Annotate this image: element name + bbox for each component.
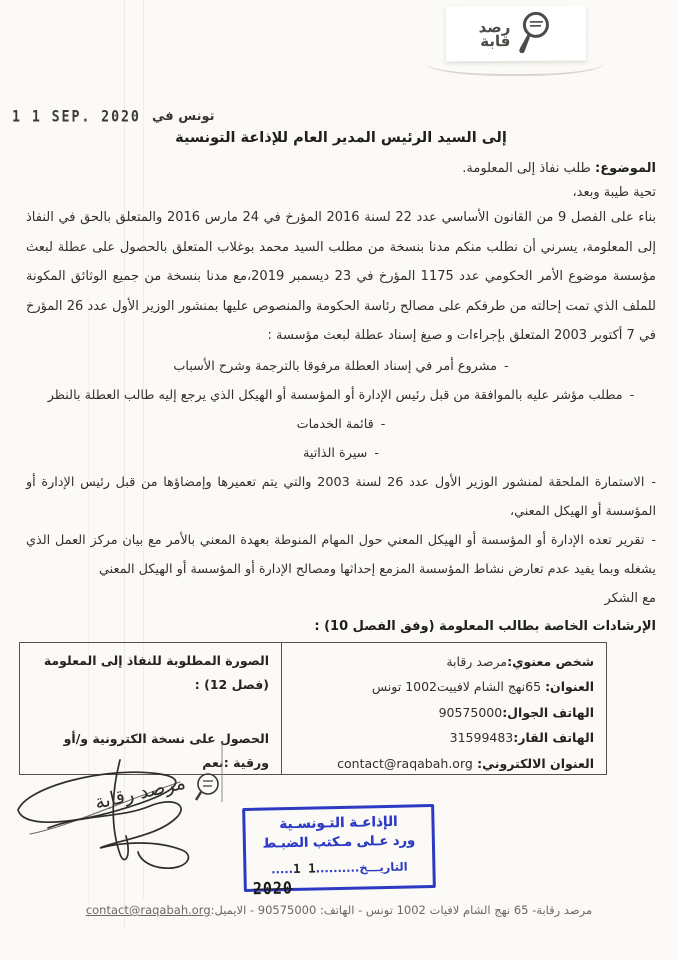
- list-item: -تقرير تعده الإدارة أو المؤسسة أو الهيكل المعني حول المهام المنوطة بعهدة المعني بالأمر مع بيان مركز العمل الذي يشغله وبما يفيد عدم تعارض نشاط المؤسسة المزمع إحداثها ومصالح الإدارة أو المؤسسة أو الهيكل المعني: [26, 532, 656, 577]
- stamp-year-overprint: 2020: [252, 878, 294, 899]
- table-row: الهاتف الجوال:90575000: [438, 704, 594, 720]
- request-list: [26, 352, 656, 584]
- bullet-dash: -: [380, 416, 386, 432]
- list-item: -مطلب مؤشر عليه بالموافقة من قبل رئيس الإدارة أو المؤسسة أو الهيكل الذي يرجع إليه طالب العطلة بالنظر: [47, 387, 635, 403]
- letter-content: [26, 130, 656, 775]
- raqabah-logo-card: [446, 6, 586, 62]
- applicant-cell: [281, 643, 606, 774]
- list-item: -مشروع أمر في إسناد العطلة مرفوقا بالترجمة وشرح الأسباب: [173, 358, 509, 374]
- bullet-dash: -: [504, 358, 509, 374]
- list-item: -الاستمارة الملحقة لمنشور الوزير الأول عدد 26 لسنة 2003 والتي يتم تعميرها وإمضاؤها من قبل رئيس الإدارة أو المؤسسة أو الهيكل المعني،: [26, 474, 656, 519]
- table-row-email: العنوان الالكتروني: contact@raqabah.org: [337, 755, 594, 771]
- footer-line: مرصد رقابة- 65 نهج الشام لافيات 1002 تونس - الهاتف: 90575000 - الايميل:contact@raqabah.org: [85, 903, 593, 917]
- subject-text: طلب نفاذ إلى المعلومة.: [462, 161, 595, 176]
- list-item: -قائمة الخدمات: [296, 416, 386, 432]
- signature-mini-stamp-icon: [196, 774, 218, 800]
- guidelines-heading: الإرشادات الخاصة بطالب المعلومة (وفق الفصل 10) :: [314, 618, 656, 634]
- footer-email-link[interactable]: contact@raqabah.org: [85, 903, 211, 917]
- date-stamp: 1 1 SEP. 2020: [12, 108, 141, 126]
- greeting-text: تحية طيبة وبعد،: [572, 185, 656, 200]
- stamp-line-1: الإذاعـة التـونسـية: [279, 813, 398, 833]
- logo-wordmark: [478, 17, 511, 50]
- signature-scribble: [0, 742, 242, 894]
- stamp-line-2: ورد عـلى مـكتب الضبـط: [262, 833, 416, 852]
- stamp-day: 1 1: [292, 860, 316, 876]
- format-line-1: الصورة المطلوبة للنفاذ إلى المعلومة (فصل 12) :: [43, 652, 269, 692]
- stamp-date-row: التاريـــخ..........1 1.....: [271, 859, 408, 877]
- subject-label: الموضوع:: [595, 161, 656, 176]
- logo-word-top: رصد: [478, 17, 511, 36]
- subject-line: [26, 161, 656, 176]
- list-item: -سيرة الذاتية: [302, 445, 380, 461]
- bullet-dash: -: [651, 532, 656, 548]
- logo-word-bottom: قابة: [480, 31, 511, 50]
- magnifier-icon: [511, 8, 553, 58]
- format-line-2: الحصول على نسخة الكترونية و/أو ورقية :نعم: [63, 730, 269, 770]
- email-text: contact@raqabah.org: [337, 755, 473, 771]
- bullet-dash: -: [374, 445, 380, 461]
- place-label: تونس في: [152, 109, 215, 124]
- letter-title: إلى السيد الرئيس المدير العام للإذاعة التونسية: [175, 130, 507, 146]
- body-paragraph: بناء على الفصل 9 من القانون الأساسي عدد 22 لسنة 2016 المؤرخ في 24 مارس 2016 والمتعلق بالحق في النفاذ إلى المعلومة، يسرني أن نطلب منكم مدنا بنسخة من مطلب السيد محمد بوغلاب المتعلق بالحصول على عطلة لبعث مؤسسة موضوع الأمر الحكومي عدد 1175 المؤرخ في 23 ديسمبر 2019،مع مدنا بنسخة من جميع الوثائق المكونة للملف الذي تمت إحالته من طرفكم على مصالح رئاسة الحكومة والمنصوص عليها بمنشور الوزير الأول عدد 26 المؤرخ في 7 أكتوبر 2003 المتعلق بإجراءات و صيغ إسناد عطلة لبعث مؤسسة :: [26, 210, 657, 343]
- receipt-stamp: [242, 804, 436, 899]
- bullet-dash: -: [651, 474, 656, 490]
- closing-text: مع الشكر: [604, 590, 656, 606]
- table-row: الهاتف القار:31599483: [449, 730, 594, 745]
- signature-handwritten-text: مرصد رقابة: [92, 771, 188, 814]
- bullet-dash: -: [629, 387, 635, 403]
- paper-fold-shadow: [426, 62, 604, 76]
- table-row: شخص معنوي:مرصد رقابة: [446, 653, 594, 669]
- table-row: العنوان: 65نهج الشام لافييت1002 تونس: [371, 679, 594, 694]
